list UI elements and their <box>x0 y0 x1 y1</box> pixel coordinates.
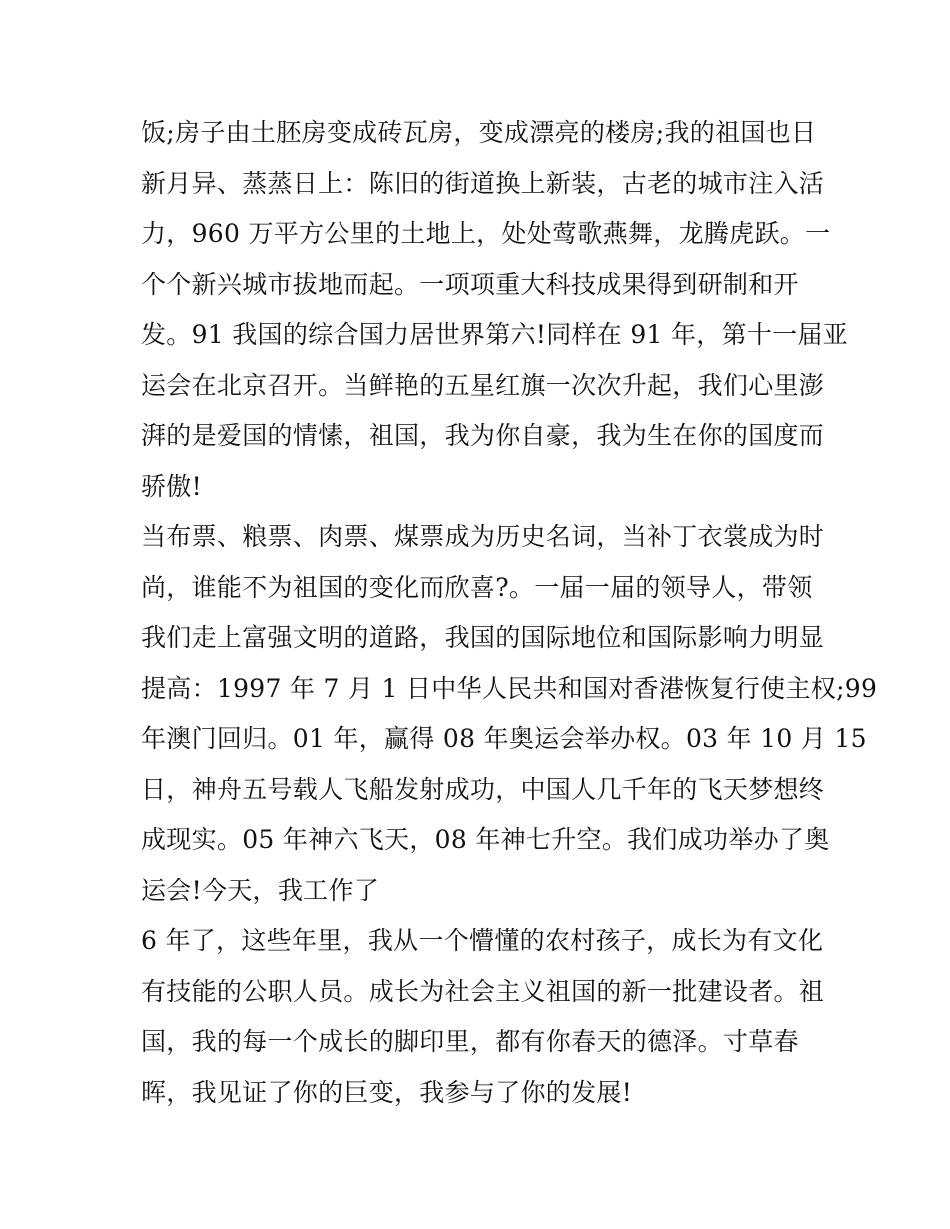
body-text <box>141 108 878 1118</box>
text-line: 骄傲! <box>141 471 202 501</box>
text-line: 提高：1997 年 7 月 1 日中华人民共和国对香港恢复行使主权;99 <box>141 673 878 703</box>
text-line: 新月异、蒸蒸日上：陈旧的街道换上新装，古老的城市注入活 <box>141 168 825 198</box>
text-line: 力，960 万平方公里的土地上，处处莺歌燕舞，龙腾虎跃。一 <box>141 219 831 248</box>
text-line: 尚，谁能不为祖国的变化而欣喜?。一届一届的领导人，带领 <box>141 572 813 602</box>
text-line: 个个新兴城市拔地而起。一项项重大科技成果得到研制和开 <box>141 269 799 299</box>
text-line: 湃的是爱国的情愫，祖国，我为你自豪，我为生在你的国度而 <box>141 421 825 450</box>
text-line: 发。91 我国的综合国力居世界第六!同样在 91 年，第十一届亚 <box>141 320 849 349</box>
text-line: 我们走上富强文明的道路，我国的国际地位和国际影响力明显 <box>141 623 825 652</box>
text-line: 年澳门回归。01 年，赢得 08 年奥运会举办权。03 年 10 月 15 <box>141 724 867 753</box>
text-line: 日，神舟五号载人飞船发射成功，中国人几千年的飞天梦想终 <box>141 774 825 804</box>
text-line: 饭;房子由土胚房变成砖瓦房，变成漂亮的楼房;我的祖国也日 <box>141 118 817 147</box>
text-line: 运会!今天，我工作了 <box>141 875 380 905</box>
text-line: 成现实。05 年神六飞天，08 年神七升空。我们成功举办了奥 <box>141 825 830 854</box>
text-line: 晖，我见证了你的巨变，我参与了你的发展! <box>141 1077 633 1107</box>
text-line: 有技能的公职人员。成长为社会主义祖国的新一批建设者。祖 <box>141 976 825 1006</box>
text-line: 6 年了，这些年里，我从一个懵懂的农村孩子，成长为有文化 <box>141 926 824 955</box>
text-line: 国，我的每一个成长的脚印里，都有你春天的德泽。寸草春 <box>141 1027 799 1056</box>
text-line: 运会在北京召开。当鲜艳的五星红旗一次次升起，我们心里澎 <box>141 370 825 400</box>
text-line: 当布票、粮票、肉票、煤票成为历史名词，当补丁衣裳成为时 <box>141 522 825 551</box>
